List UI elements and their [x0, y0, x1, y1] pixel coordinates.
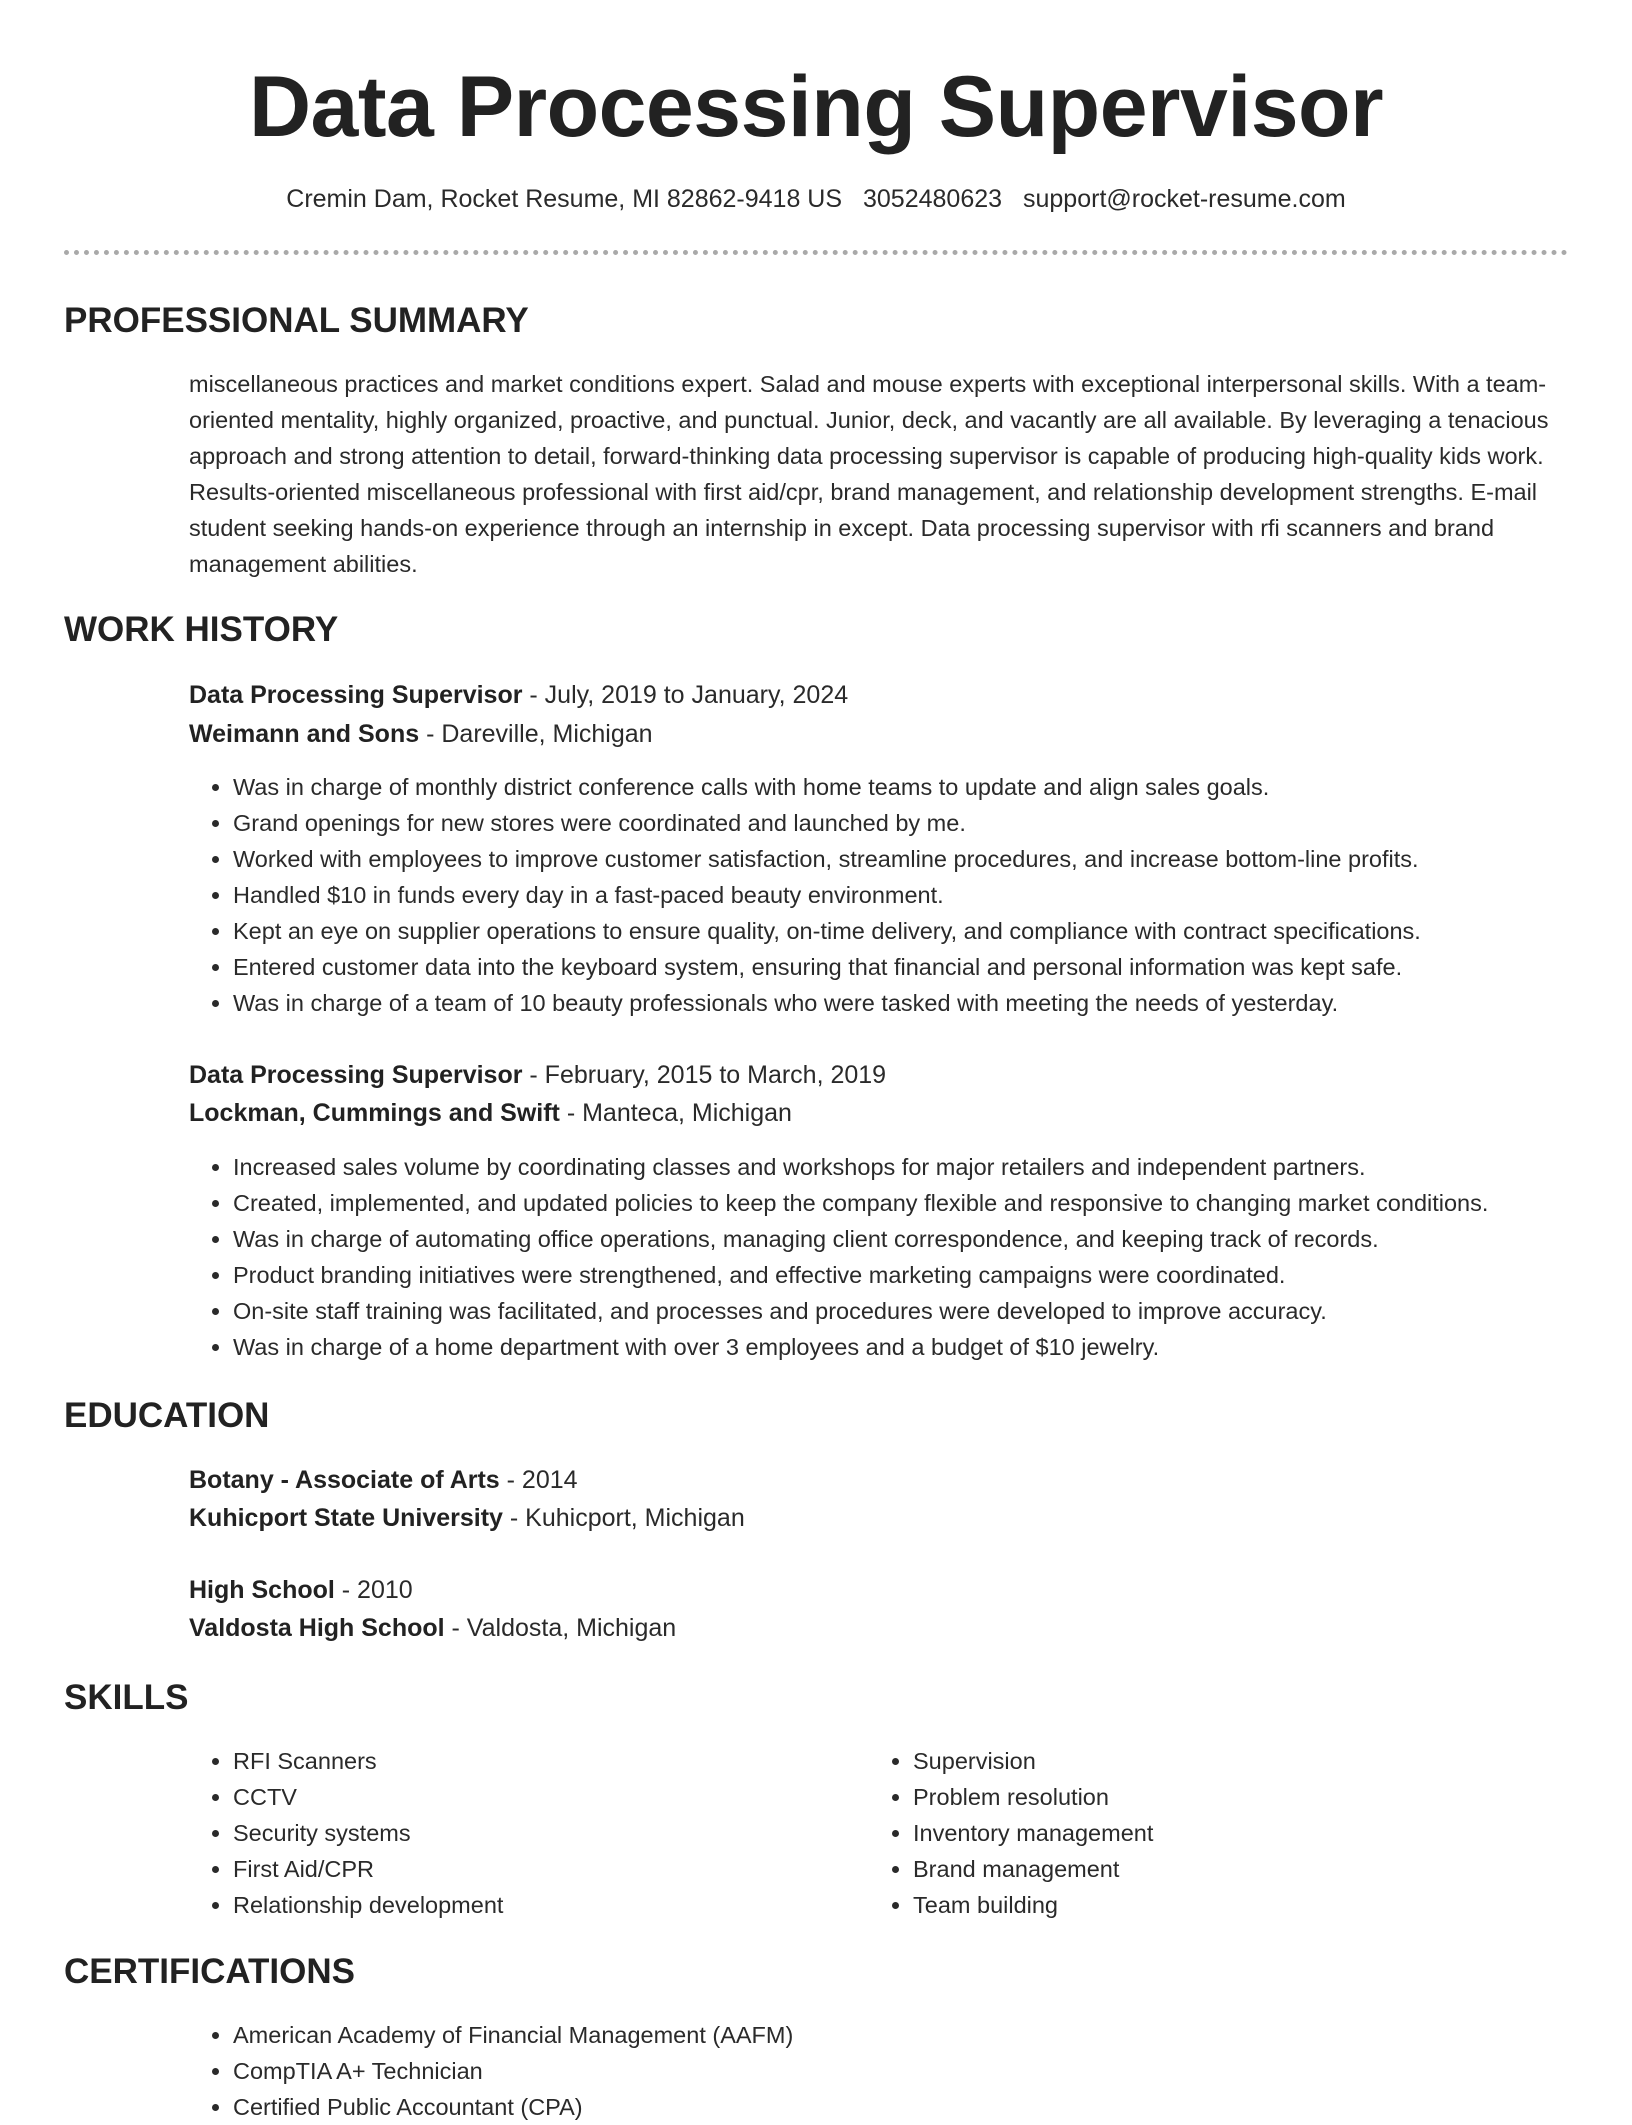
contact-email: support@rocket-resume.com [1023, 185, 1346, 213]
certifications-heading: CERTIFICATIONS [64, 1952, 356, 1991]
resume-name-title: Data Processing Supervisor [248, 59, 1384, 155]
job-bullet-list [189, 1149, 1613, 1365]
education-year: - 2010 [334, 1576, 413, 1604]
education-degree: High School [189, 1576, 335, 1604]
work-history-heading: WORK HISTORY [64, 610, 339, 649]
job-dates: - February, 2015 to March, 2019 [522, 1061, 887, 1089]
job-bullet: • Was in charge of automating office operations, managing client correspondence, and keeping track of records. [233, 1221, 1613, 1257]
job-bullet: • Handled $10 in funds every day in a fast-paced beauty environment. [233, 877, 1613, 913]
certifications-list [189, 2017, 1613, 2125]
skill-item: • RFI Scanners [233, 1743, 853, 1779]
job-bullet: • Grand openings for new stores were coordinated and launched by me. [233, 805, 1613, 841]
job-bullet: • Kept an eye on supplier operations to ensure quality, on-time delivery, and compliance with contract specifications. [233, 913, 1613, 949]
skills-heading: SKILLS [64, 1678, 189, 1717]
education-location: - Valdosta, Michigan [444, 1614, 677, 1642]
job-bullet: • Increased sales volume by coordinating classes and workshops for major retailers and independent partners. [233, 1149, 1613, 1185]
job-location: - Manteca, Michigan [559, 1099, 792, 1127]
education-school: Valdosta High School [189, 1614, 445, 1642]
job-bullet: • Product branding initiatives were strengthened, and effective marketing campaigns were coordinated. [233, 1257, 1613, 1293]
education-degree-line [189, 1571, 413, 1609]
job-bullet: • Entered customer data into the keyboard system, ensuring that financial and personal information was kept safe. [233, 949, 1613, 985]
skill-item: • Security systems [233, 1815, 853, 1851]
certification-item: • CompTIA A+ Technician [233, 2053, 1613, 2089]
education-school-line [189, 1609, 676, 1647]
education-year: - 2014 [499, 1466, 578, 1494]
skill-item: • First Aid/CPR [233, 1851, 853, 1887]
skills-list-right [869, 1743, 1533, 1923]
job-bullet: • Was in charge of a home department with over 3 employees and a budget of $10 jewelry. [233, 1329, 1613, 1365]
skill-item: • Problem resolution [913, 1779, 1533, 1815]
job-title-line [189, 676, 848, 714]
job-title: Data Processing Supervisor [189, 1061, 523, 1089]
job-company-line [189, 715, 653, 753]
skill-item: • Team building [913, 1887, 1533, 1923]
contact-phone: 3052480623 [863, 185, 1003, 213]
skill-item: • CCTV [233, 1779, 853, 1815]
job-bullet: • Was in charge of a team of 10 beauty professionals who were tasked with meeting the needs of yesterday. [233, 985, 1613, 1021]
education-heading: EDUCATION [64, 1396, 270, 1435]
education-degree-line [189, 1461, 578, 1499]
contact-line [0, 182, 1632, 216]
skill-item: • Brand management [913, 1851, 1533, 1887]
job-company: Lockman, Cummings and Swift [189, 1099, 560, 1127]
job-company: Weimann and Sons [189, 720, 420, 748]
job-bullet: • Created, implemented, and updated policies to keep the company flexible and responsive to changing market conditions. [233, 1185, 1613, 1221]
job-title: Data Processing Supervisor [189, 681, 523, 709]
skills-list-left [189, 1743, 853, 1923]
certification-item: • Certified Public Accountant (CPA) [233, 2089, 1613, 2125]
job-bullet: • Worked with employees to improve customer satisfaction, streamline procedures, and increase bottom-line profits. [233, 841, 1613, 877]
skill-item: • Relationship development [233, 1887, 853, 1923]
job-title-line [189, 1056, 886, 1094]
education-degree: Botany - Associate of Arts [189, 1466, 500, 1494]
header-divider [64, 250, 1568, 255]
job-bullet: • Was in charge of monthly district conference calls with home teams to update and align sales goals. [233, 769, 1613, 805]
job-company-line [189, 1094, 792, 1132]
contact-address: Cremin Dam, Rocket Resume, MI 82862-9418 US [286, 185, 843, 213]
certification-item: • American Academy of Financial Management (AAFM) [233, 2017, 1613, 2053]
job-dates: - July, 2019 to January, 2024 [522, 681, 849, 709]
summary-heading: PROFESSIONAL SUMMARY [64, 301, 529, 340]
summary-text: miscellaneous practices and market conditions expert. Salad and mouse experts with exceptional interpersonal skills. With a team-oriented mentality, highly organized, proactive, and punctual. Junior, deck, and vacantly are all available. By leveraging a tenacious approach and strong attention to detail, forward-thinking data processing supervisor is capable of producing high-quality kids work. Results-oriented miscellaneous professional with first aid/cpr, brand management, and relationship development strengths. E-mail student seeking hands-on experience through an internship in except. Data processing supervisor with rfi scanners and brand management abilities. [189, 371, 1549, 577]
job-bullet: • On-site staff training was facilitated, and processes and procedures were developed to improve accuracy. [233, 1293, 1613, 1329]
job-location: - Dareville, Michigan [419, 720, 653, 748]
skill-item: • Inventory management [913, 1815, 1533, 1851]
job-bullet-list [189, 769, 1613, 1021]
education-school: Kuhicport State University [189, 1504, 503, 1532]
education-school-line [189, 1499, 745, 1537]
skill-item: • Supervision [913, 1743, 1533, 1779]
education-location: - Kuhicport, Michigan [502, 1504, 745, 1532]
